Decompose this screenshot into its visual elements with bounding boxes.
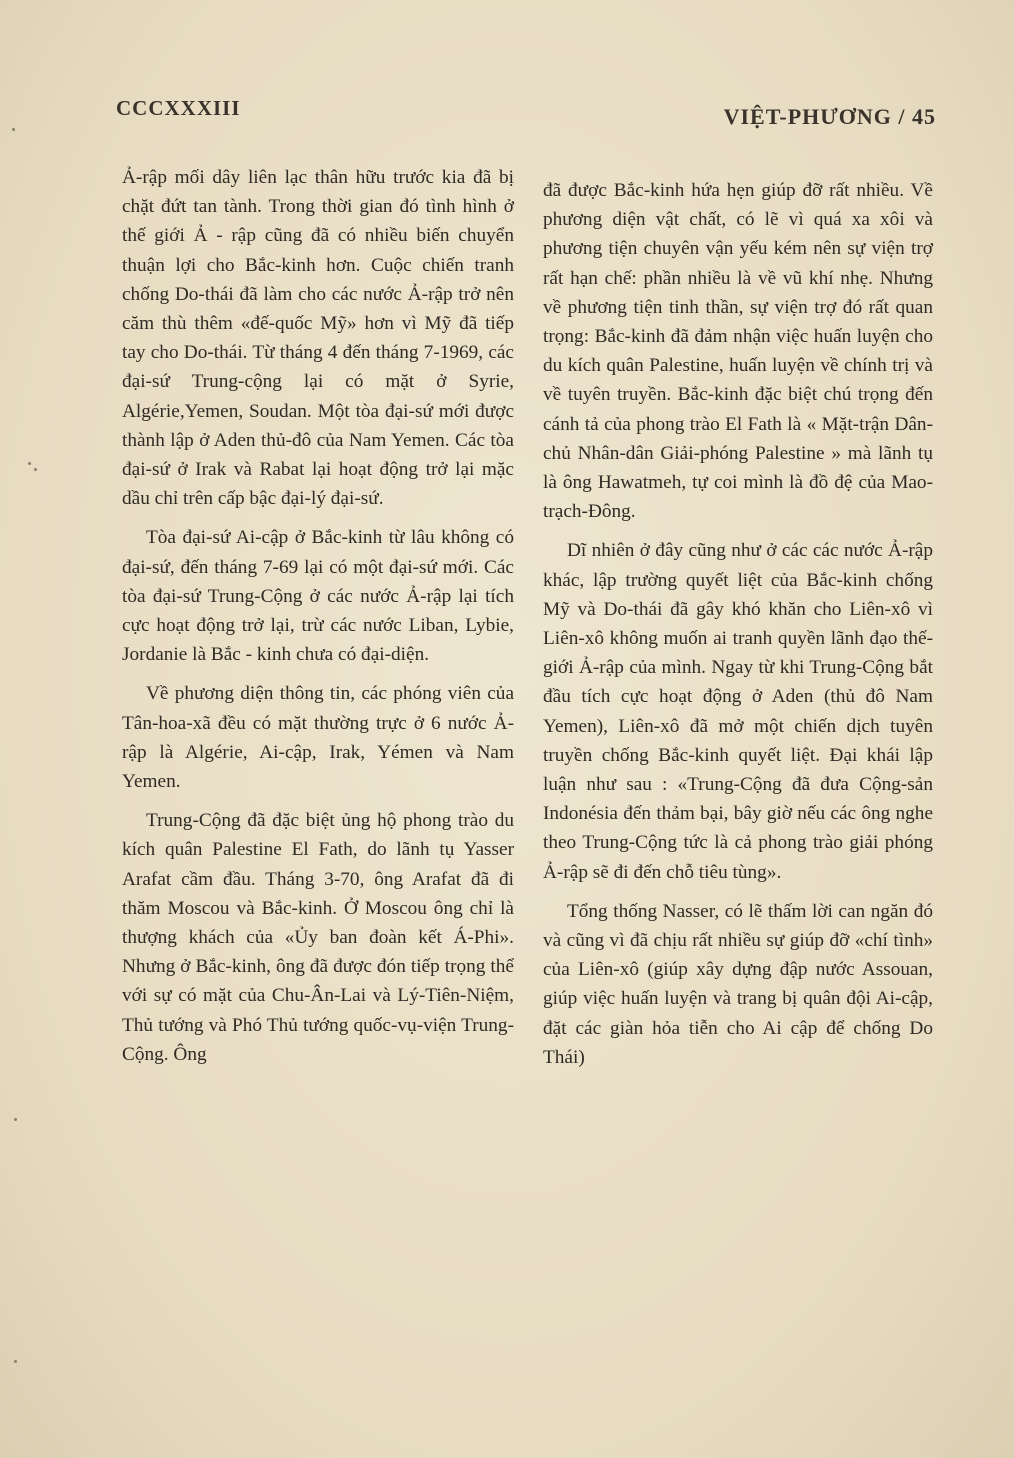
- right-text-column: [543, 176, 933, 1082]
- left-paragraph-3: Về phương diện thông tin, các phóng viên của Tân-hoa-xã đều có mặt thường trực ở 6 nước Ả-rập là Algérie, Ai-cập, Irak, Yémen và Nam Yemen.: [122, 683, 514, 793]
- page-header-right: VIỆT-PHƯƠNG / 45: [723, 104, 936, 129]
- page-header-left: CCCXXXIII: [116, 96, 241, 120]
- paper-speck: [12, 128, 15, 131]
- left-text-column: [122, 163, 514, 1079]
- right-paragraph-3: Tổng thống Nasser, có lẽ thấm lời can ngăn đó và cũng vì đã chịu rất nhiều sự giúp đỡ «chí tình» của Liên-xô (giúp xây dựng đập nước Assouan, giúp việc huấn luyện và trang bị quân đội Ai-cập, đặt các giàn hỏa tiễn cho Ai cập để chống Do Thái): [543, 900, 933, 1068]
- right-paragraph-2: Dĩ nhiên ở đây cũng như ở các các nước Ả-rập khác, lập trường quyết liệt của Bắc-kinh chống Mỹ và Do-thái đã gây khó khăn cho Liên-xô vì Liên-xô không muốn ai tranh quyền lãnh đạo thế-giới Ả-rập của mình. Ngay từ khi Trung-Cộng bắt đầu tích cực hoạt động ở Aden (thủ đô Nam Yemen), Liên-xô đã mở một chiến dịch tuyên truyền chống Bắc-kinh quyết liệt. Đại khái lập luận như sau : «Trung-Cộng đã đưa Cộng-sản Indonésia đến thảm bại, bây giờ nếu các ông nghe theo Trung-Cộng tức là cả phong trào giải phóng Ả-rập sẽ đi đến chỗ tiêu tùng».: [543, 540, 933, 883]
- paper-speck: [14, 1118, 17, 1121]
- paper-speck: [14, 1360, 17, 1363]
- paper-speck: [28, 462, 31, 465]
- left-paragraph-4: Trung-Cộng đã đặc biệt ủng hộ phong trào du kích quân Palestine El Fath, do lãnh tụ Yasser Arafat cầm đầu. Tháng 3-70, ông Arafat đã đi thăm Moscou và Bắc-kinh. Ở Moscou ông chỉ là thượng khách của «Ủy ban đoàn kết Á-Phi». Nhưng ở Bắc-kinh, ông đã được đón tiếp trọng thể với sự có mặt của Chu-Ân-Lai và Lý-Tiên-Niệm, Thủ tướng và Phó Thủ tướng quốc-vụ-viện Trung-Cộng. Ông: [122, 810, 514, 1065]
- paper-speck: [34, 468, 37, 471]
- right-paragraph-1: đã được Bắc-kinh hứa hẹn giúp đỡ rất nhiều. Về phương diện vật chất, có lẽ vì quá xa xôi và phương tiện chuyên vận yếu kém nên sự viện trợ rất hạn chế: phần nhiều là về vũ khí nhẹ. Nhưng về phương tiện tinh thần, sự viện trợ đó rất quan trọng: Bắc-kinh đã đảm nhận việc huấn luyện cho du kích quân Palestine, huấn luyện về chính trị và về tuyên truyền. Bắc-kinh đặc biệt chú trọng đến cánh tả của phong trào El Fath là « Mặt-trận Dân-chủ Nhân-dân Giải-phóng Palestine » mà lãnh tụ là ông Hawatmeh, tự coi mình là đồ đệ của Mao-trạch-Đông.: [543, 180, 933, 523]
- left-paragraph-1: Ả-rập mối dây liên lạc thân hữu trước kia đã bị chặt đứt tan tành. Trong thời gian đó tình hình ở thế giới Ả - rập cũng đã có nhiều biến chuyển thuận lợi cho Bắc-kinh hơn. Cuộc chiến tranh chống Do-thái đã làm cho các nước Ả-rập trở nên căm thù thêm «đế-quốc Mỹ» hơn vì Mỹ đã tiếp tay cho Do-thái. Từ tháng 4 đến tháng 7-1969, các đại-sứ Trung-cộng lại có mặt ở Syrie, Algérie,Yemen, Soudan. Một tòa đại-sứ mới được thành lập ở Aden thủ-đô của Nam Yemen. Các tòa đại-sứ ở Irak và Rabat lại hoạt động trở lại mặc dầu chỉ trên cấp bậc đại-lý đại-sứ.: [122, 167, 514, 510]
- left-paragraph-2: Tòa đại-sứ Ai-cập ở Bắc-kinh từ lâu không có đại-sứ, đến tháng 7-69 lại có một đại-sứ mới. Các tòa đại-sứ Trung-Cộng ở các nước Ả-rập lại tích cực hoạt động trở lại, trừ các nước Liban, Lybie, Jordanie là Bắc - kinh chưa có đại-diện.: [122, 527, 514, 666]
